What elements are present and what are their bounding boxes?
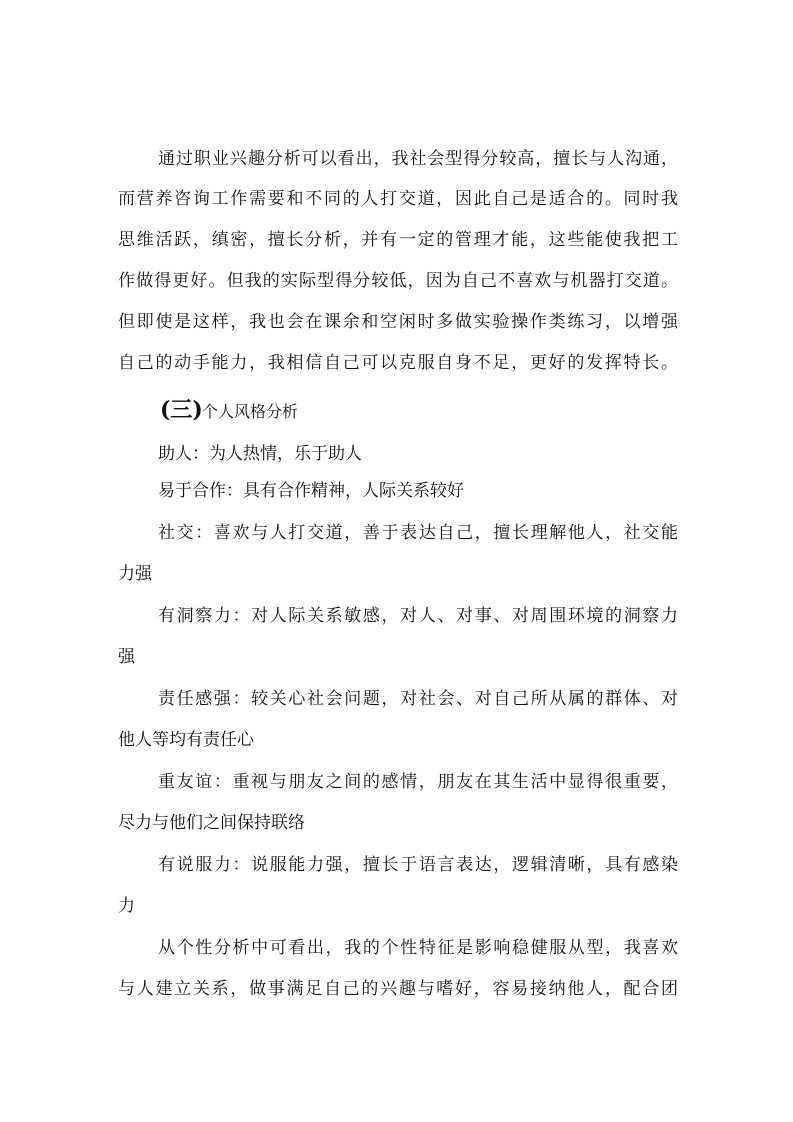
text-line: 自己的动手能力，我相信自己可以克服自身不足，更好的发挥特长。	[118, 353, 678, 373]
trait-line: 有洞察力：对人际关系敏感，对人、对事、对周围环境的洞察力	[158, 606, 678, 626]
trait-line: 有说服力：说服能力强，擅长于语言表达，逻辑清晰，具有感染	[158, 855, 678, 875]
trait-line: 社交：喜欢与人打交道，善于表达自己，擅长理解他人，社交能	[158, 523, 678, 543]
text-line: 但即使是这样，我也会在课余和空闲时多做实验操作类练习，以增强	[118, 312, 678, 332]
text-line: 而营养咨询工作需要和不同的人打交道，因此自己是适合的。同时我	[118, 189, 678, 209]
trait-line: 易于合作：具有合作精神，人际关系较好	[158, 481, 464, 501]
text-line: 从个性分析中可看出，我的个性特征是影响稳健服从型，我喜欢	[158, 938, 678, 958]
section-title: 个人风格分析	[202, 402, 299, 421]
trait-line: 他人等均有责任心	[118, 730, 254, 750]
trait-line: 责任感强：较关心社会问题，对社会、对自己所从属的群体、对	[158, 689, 678, 709]
trait-line: 尽力与他们之间保持联络	[118, 813, 305, 833]
text-line: 与人建立关系，做事满足自己的兴趣与嗜好，容易接纳他人，配合团	[118, 979, 678, 999]
trait-line: 力强	[118, 564, 152, 584]
text-line: 作做得更好。但我的实际型得分较低，因为自己不喜欢与机器打交道。	[118, 271, 678, 291]
section-number: (三)	[160, 397, 203, 423]
trait-line: 力	[118, 896, 135, 916]
text-line: 思维活跃，缜密，擅长分析，并有一定的管理才能，这些能使我把工	[118, 230, 678, 250]
trait-line: 强	[118, 647, 135, 667]
text-line: 通过职业兴趣分析可以看出，我社会型得分较高，擅长与人沟通，	[158, 149, 678, 169]
trait-line: 助人：为人热情，乐于助人	[158, 444, 362, 464]
trait-line: 重友谊：重视与朋友之间的感情，朋友在其生活中显得很重要，	[158, 772, 678, 792]
